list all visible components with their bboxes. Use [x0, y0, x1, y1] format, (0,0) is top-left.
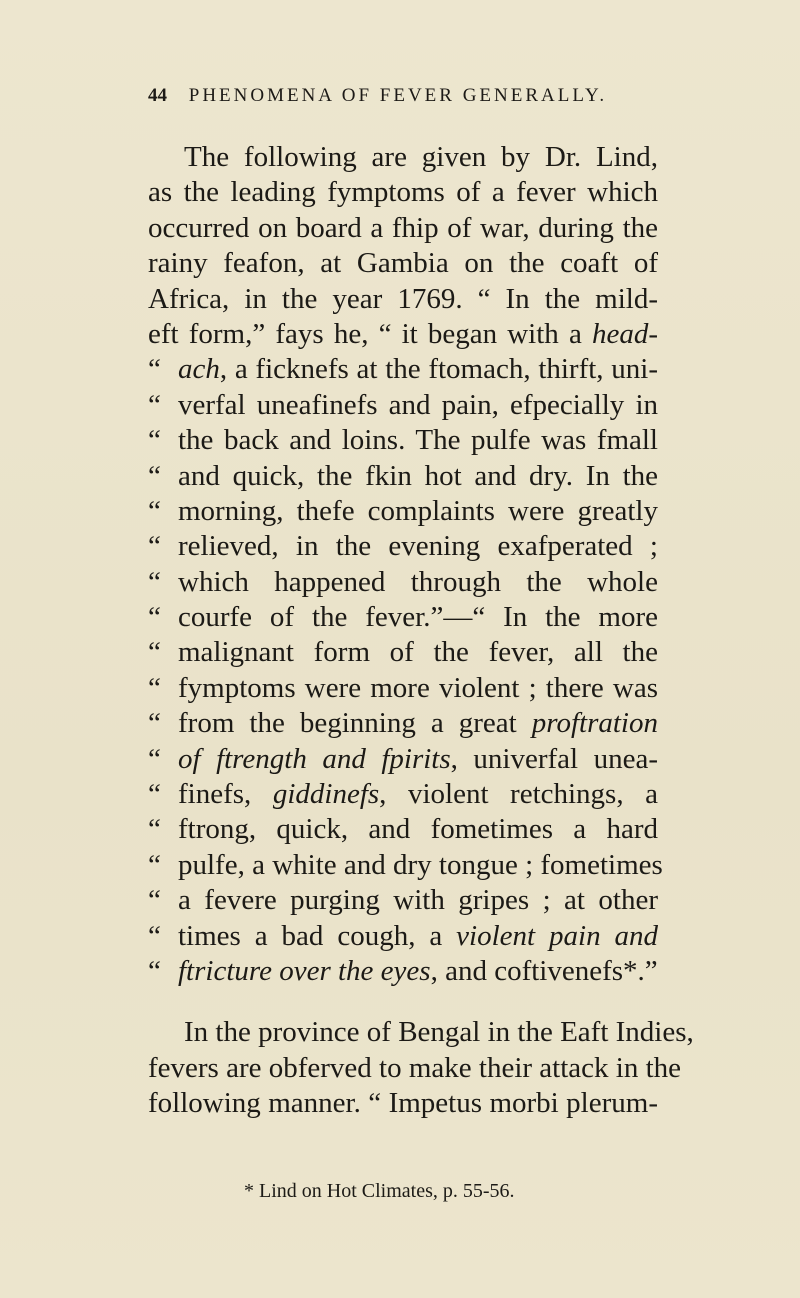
footnote: * Lind on Hot Climates, p. 55-56.: [244, 1180, 515, 1202]
text-line: “ and quick, the fkin hot and dry. In the: [148, 459, 658, 492]
text-line: “ the back and loins. The pulfe was fmall: [148, 424, 658, 457]
text-line: “ ach, a ficknefs at the ftomach, thirft, uni-: [148, 353, 658, 386]
text-line: as the leading fymptoms of a fever which: [148, 176, 658, 209]
text-line: “ ftricture over the eyes, and coftivenefs*.”: [148, 954, 658, 987]
text-line: rainy feafon, at Gambia on the coaft of: [148, 247, 658, 280]
text-line: eft form,” fays he, “ it began with a head-: [148, 317, 658, 350]
text-line: “ from the beginning a great proftration: [148, 707, 658, 740]
text-line: “ verfal uneafinefs and pain, efpecially in: [148, 388, 658, 421]
text-line: “ times a bad cough, a violent pain and: [148, 919, 658, 952]
text-line: following manner. “ Impetus morbi plerum-: [148, 1087, 658, 1120]
page-number: 44: [148, 85, 167, 106]
text-line: “ pulfe, a white and dry tongue ; fometimes: [148, 848, 663, 881]
text-line: “ fymptoms were more violent ; there was: [148, 671, 658, 704]
text-line: “ relieved, in the evening exafperated ;: [148, 530, 658, 563]
text-line: “ morning, thefe complaints were greatly: [148, 494, 658, 527]
text-line: “ malignant form of the fever, all the: [148, 636, 658, 669]
running-header: [148, 85, 607, 107]
text-line: occurred on board a fhip of war, during the: [148, 211, 658, 244]
text-line: “ a fevere purging with gripes ; at other: [148, 884, 658, 917]
text-line: Africa, in the year 1769. “ In the mild-: [148, 282, 658, 315]
text-line: “ courfe of the fever.”—“ In the more: [148, 601, 658, 634]
text-line: “ finefs, giddinefs, violent retchings, a: [148, 778, 659, 811]
text-line: fevers are obferved to make their attack in the: [148, 1051, 682, 1084]
body-text: [148, 140, 694, 1122]
text-line: In the province of Bengal in the Eaft Indies,: [184, 1016, 694, 1049]
running-title: PHENOMENA OF FEVER GENERALLY.: [188, 85, 608, 106]
text-line: “ of ftrength and fpirits, univerfal unea-: [148, 742, 659, 775]
text-line: “ which happened through the whole: [148, 565, 658, 598]
text-line: The following are given by Dr. Lind,: [184, 141, 658, 173]
text-line: “ ftrong, quick, and fometimes a hard: [148, 813, 658, 846]
